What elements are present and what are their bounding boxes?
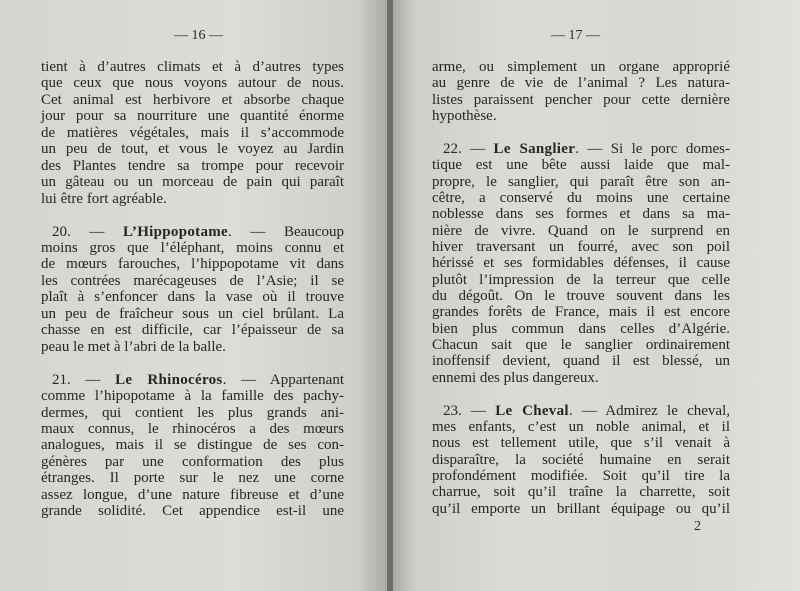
text-line: grande solidité. Cet appendice est-il une [41, 503, 344, 520]
text-line: propre, le sanglier, qui paraît être son an- [432, 173, 730, 190]
text-line: des Plantes tendre sa trompe pour recevoir [41, 157, 344, 174]
text-line: hérissé et ses formidables défenses, il cause [432, 255, 730, 272]
text-line: chasse en est difficile, car l’épaisseur de sa [41, 322, 344, 339]
text-line: un gâteau ou un morceau de pain qui paraît [41, 174, 344, 191]
text-line: listes paraissent pencher pour cette dernière [432, 91, 730, 108]
text-line: grandes forêts de France, mais il est encore [432, 304, 730, 321]
text-line: analogues, mais il se distingue de ses con- [41, 437, 344, 454]
section-title: Le Rhinocéros [115, 371, 223, 388]
text-line: au genre de vie de l’animal ? Les natura- [432, 75, 730, 92]
text-line: cêtre, a conservé du moins une certaine [432, 189, 730, 206]
text-line: tient à d’autres climats et à d’autres types [41, 59, 344, 75]
text-line: de matières végétales, mais il s’accommode [41, 124, 344, 141]
text-line: plutôt l’impression de la terreur que celle [432, 271, 730, 288]
section-heading-line [41, 224, 344, 240]
text-line: noblesse dans ses formes et dans sa ma- [432, 206, 730, 223]
text-line: profondément modifiée. Soit qu’il tire la [432, 468, 730, 485]
text-line: nous est tellement utile, que s’il venait à [432, 435, 730, 452]
section-lead: . — Appartenant [222, 371, 344, 388]
section-title: Le Cheval [495, 402, 569, 419]
text-line: moins gros que l’éléphant, moins connu et [41, 240, 344, 256]
section-lead: . — Admirez le cheval, [568, 402, 730, 419]
text-line: plaît à s’enfoncer dans la vase où il trouve [41, 289, 344, 306]
book-gutter [387, 0, 393, 591]
section-number: 23. — [443, 402, 496, 419]
text-line: bien plus commun dans celles d’Algérie. [432, 320, 730, 337]
text-line: hypothèse. [432, 108, 497, 125]
text-line: maux connus, le rhinocéros a des mœurs [41, 421, 344, 437]
text-line: étranges. Il porte sur le nez une corne [41, 470, 344, 487]
text-line: assez longue, d’une nature fibreuse et d’une [41, 486, 344, 503]
text-line: disparaître, la société humaine en serait [432, 451, 730, 468]
section-title: L’Hippopotame [122, 223, 229, 240]
text-line: comme l’hipopotame à la famille des pachy- [41, 388, 344, 405]
text-line: dermes, qui contient les plus grands ani- [41, 404, 344, 421]
section-heading-line [432, 403, 730, 419]
text-line: Chacun sait que le sanglier ordinairement [432, 337, 730, 354]
section-heading-line [432, 141, 730, 157]
text-line: jour pour sa nourriture une quantité énorme [41, 108, 344, 125]
text-line: peau le met à l’abri de la balle. [41, 338, 226, 355]
text-line: un peu de tout, et vous le voyez au Jardin [41, 141, 344, 158]
section-lead: . — Si le porc domes- [575, 140, 730, 157]
text-line: les contrées marécageuses de l’Asie; il se [41, 272, 344, 289]
text-line: inoffensif devient, quand il est blessé, un [432, 353, 730, 370]
text-line: du dégoût. On le trouve souvent dans les [432, 288, 730, 305]
text-line: qu’il emporte un brillant équipage ou qu’il [432, 500, 730, 517]
text-line: Cet animal est herbivore et absorbe chaque [41, 91, 344, 108]
text-line: que ceux que nous voyons autour de nous. [41, 75, 344, 92]
section-title: Le Sanglier [493, 140, 576, 157]
signature-mark: 2 [694, 519, 701, 534]
text-line: un peu de fraîcheur sous un ciel brûlant. La [41, 305, 344, 322]
section-lead: . — Beaucoup [228, 223, 344, 240]
text-line: charrue, soit qu’il traîne la charrette, soit [432, 484, 730, 501]
text-line: mes enfants, c’est un noble animal, et il [432, 419, 730, 435]
text-line: de mœurs farouches, l’hippopotame vit dans [41, 256, 344, 273]
text-line: nière de vivre. Quand on le surprend en [432, 222, 730, 239]
section-heading-line [41, 372, 344, 388]
section-number: 20. — [52, 223, 123, 240]
text-line: ennemi des plus dangereux. [432, 369, 599, 386]
text-line: tique est une bête aussi laide que mal- [432, 157, 730, 174]
text-line: hiver traversant un fourré, avec son poil [432, 239, 730, 255]
text-line: génères par une conformation des plus [41, 453, 344, 470]
text-line: arme, ou simplement un organe approprié [432, 59, 730, 75]
page-number-left: — 16 — [174, 28, 223, 43]
section-number: 22. — [443, 140, 494, 157]
section-number: 21. — [52, 371, 116, 388]
text-line: lui être fort agréable. [41, 190, 167, 207]
page-number-right: — 17 — [551, 28, 600, 43]
